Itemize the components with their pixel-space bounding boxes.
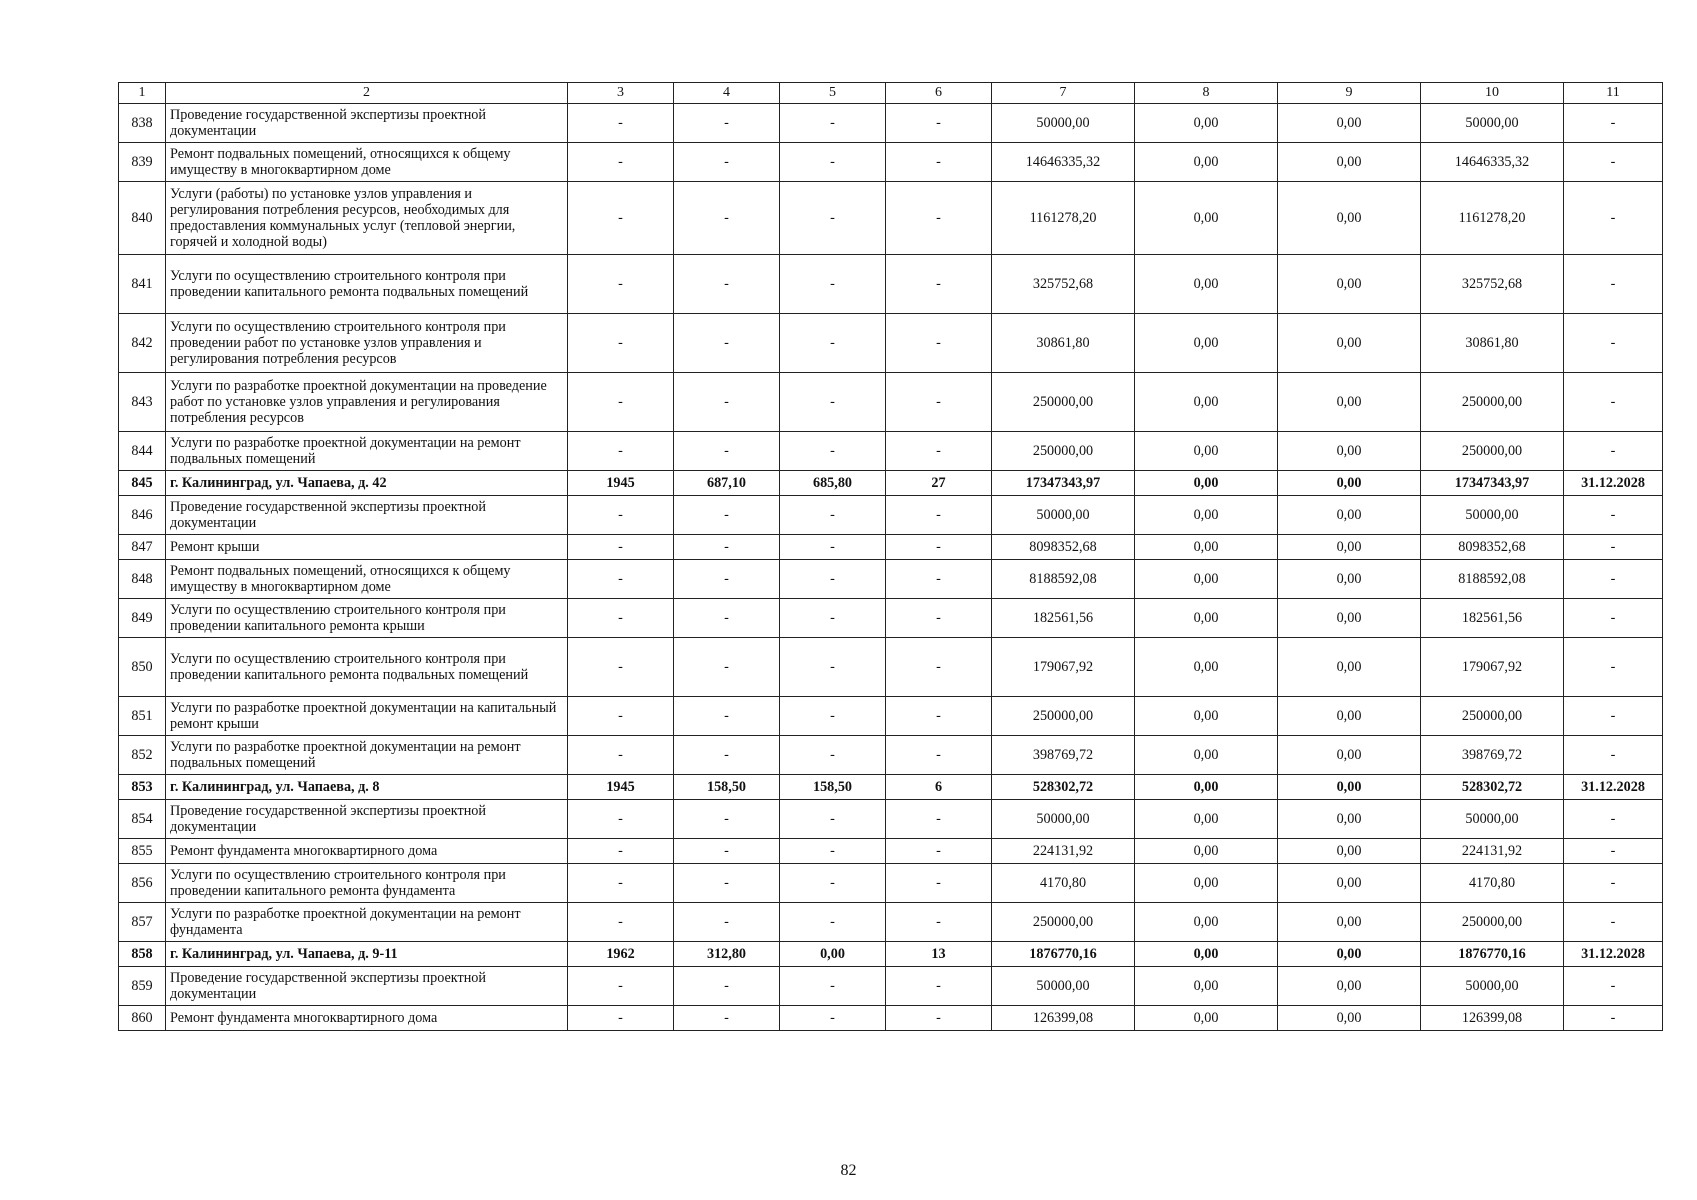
fund-cost-cell: 1876770,16 <box>1421 942 1564 967</box>
total-cost-cell: 50000,00 <box>992 800 1135 839</box>
deadline-cell: - <box>1564 314 1663 373</box>
living-area-cell: 158,50 <box>780 775 886 800</box>
total-cost-cell: 250000,00 <box>992 697 1135 736</box>
living-area-cell: - <box>780 373 886 432</box>
address-row <box>119 942 1663 967</box>
total-area-cell: - <box>674 432 780 471</box>
cost-col8-cell: 0,00 <box>1135 800 1278 839</box>
document-page <box>118 82 1662 1031</box>
deadline-cell: - <box>1564 1006 1663 1031</box>
column-header: 11 <box>1564 83 1663 104</box>
row-number-cell: 844 <box>119 432 166 471</box>
row-number-cell: 839 <box>119 143 166 182</box>
total-area-cell: - <box>674 255 780 314</box>
total-cost-cell: 250000,00 <box>992 432 1135 471</box>
row-number-cell: 856 <box>119 864 166 903</box>
fund-cost-cell: 126399,08 <box>1421 1006 1564 1031</box>
fund-cost-cell: 8098352,68 <box>1421 535 1564 560</box>
total-area-cell: - <box>674 104 780 143</box>
work-name-cell: Проведение государственной экспертизы проектной документации <box>166 104 568 143</box>
work-name-cell: Услуги по осуществлению строительного контроля при проведении работ по установке узлов управления и регулирования потребления ресурсов <box>166 314 568 373</box>
row-number-cell: 846 <box>119 496 166 535</box>
repair-program-table <box>118 82 1663 1031</box>
work-name-cell: Услуги по разработке проектной документации на капитальный ремонт крыши <box>166 697 568 736</box>
living-area-cell: - <box>780 697 886 736</box>
living-area-cell: - <box>780 736 886 775</box>
deadline-cell: - <box>1564 535 1663 560</box>
work-name-cell: Ремонт фундамента многоквартирного дома <box>166 1006 568 1031</box>
work-name-cell: г. Калининград, ул. Чапаева, д. 8 <box>166 775 568 800</box>
cost-col9-cell: 0,00 <box>1278 143 1421 182</box>
cost-col8-cell: 0,00 <box>1135 638 1278 697</box>
deadline-cell: - <box>1564 736 1663 775</box>
cost-col8-cell: 0,00 <box>1135 535 1278 560</box>
deadline-cell: - <box>1564 864 1663 903</box>
year-cell: - <box>568 839 674 864</box>
total-cost-cell: 8188592,08 <box>992 560 1135 599</box>
row-number-cell: 847 <box>119 535 166 560</box>
column-number-row <box>119 83 1663 104</box>
year-cell: - <box>568 496 674 535</box>
cost-col8-cell: 0,00 <box>1135 143 1278 182</box>
deadline-cell: - <box>1564 903 1663 942</box>
year-cell: - <box>568 314 674 373</box>
living-area-cell: 0,00 <box>780 942 886 967</box>
cost-col9-cell: 0,00 <box>1278 942 1421 967</box>
total-area-cell: - <box>674 143 780 182</box>
residents-cell: - <box>886 903 992 942</box>
residents-cell: 6 <box>886 775 992 800</box>
residents-cell: - <box>886 496 992 535</box>
row-number-cell: 852 <box>119 736 166 775</box>
column-header: 5 <box>780 83 886 104</box>
table-row <box>119 314 1663 373</box>
cost-col9-cell: 0,00 <box>1278 432 1421 471</box>
total-cost-cell: 250000,00 <box>992 373 1135 432</box>
work-name-cell: Услуги по разработке проектной документации на ремонт подвальных помещений <box>166 736 568 775</box>
cost-col8-cell: 0,00 <box>1135 839 1278 864</box>
work-name-cell: Услуги по осуществлению строительного контроля при проведении капитального ремонта фундамента <box>166 864 568 903</box>
deadline-cell: - <box>1564 697 1663 736</box>
fund-cost-cell: 398769,72 <box>1421 736 1564 775</box>
total-area-cell: - <box>674 864 780 903</box>
cost-col9-cell: 0,00 <box>1278 697 1421 736</box>
total-area-cell: - <box>674 496 780 535</box>
residents-cell: - <box>886 599 992 638</box>
living-area-cell: - <box>780 496 886 535</box>
residents-cell: - <box>886 104 992 143</box>
column-header: 7 <box>992 83 1135 104</box>
table-row <box>119 736 1663 775</box>
work-name-cell: г. Калининград, ул. Чапаева, д. 42 <box>166 471 568 496</box>
deadline-cell: - <box>1564 839 1663 864</box>
total-area-cell: - <box>674 697 780 736</box>
cost-col9-cell: 0,00 <box>1278 104 1421 143</box>
table-row <box>119 432 1663 471</box>
total-area-cell: 158,50 <box>674 775 780 800</box>
living-area-cell: - <box>780 1006 886 1031</box>
row-number-cell: 850 <box>119 638 166 697</box>
deadline-cell: - <box>1564 967 1663 1006</box>
work-name-cell: Услуги (работы) по установке узлов управления и регулирования потребления ресурсов, необходимых для предоставления коммунальных услуг (тепловой энергии, горячей и холодной воды) <box>166 182 568 255</box>
living-area-cell: - <box>780 864 886 903</box>
table-row <box>119 182 1663 255</box>
living-area-cell: - <box>780 182 886 255</box>
column-header: 2 <box>166 83 568 104</box>
living-area-cell: - <box>780 255 886 314</box>
table-row <box>119 697 1663 736</box>
living-area-cell: - <box>780 432 886 471</box>
year-cell: - <box>568 373 674 432</box>
deadline-cell: 31.12.2028 <box>1564 942 1663 967</box>
residents-cell: - <box>886 314 992 373</box>
living-area-cell: - <box>780 535 886 560</box>
work-name-cell: Услуги по разработке проектной документации на проведение работ по установке узлов управления и регулирования потребления ресурсов <box>166 373 568 432</box>
total-cost-cell: 250000,00 <box>992 903 1135 942</box>
cost-col8-cell: 0,00 <box>1135 775 1278 800</box>
cost-col8-cell: 0,00 <box>1135 496 1278 535</box>
cost-col9-cell: 0,00 <box>1278 967 1421 1006</box>
deadline-cell: - <box>1564 800 1663 839</box>
deadline-cell: 31.12.2028 <box>1564 775 1663 800</box>
total-cost-cell: 1161278,20 <box>992 182 1135 255</box>
residents-cell: - <box>886 143 992 182</box>
fund-cost-cell: 250000,00 <box>1421 432 1564 471</box>
work-name-cell: Ремонт крыши <box>166 535 568 560</box>
residents-cell: - <box>886 560 992 599</box>
row-number-cell: 841 <box>119 255 166 314</box>
work-name-cell: Услуги по осуществлению строительного контроля при проведении капитального ремонта подвальных помещений <box>166 638 568 697</box>
cost-col9-cell: 0,00 <box>1278 839 1421 864</box>
living-area-cell: - <box>780 560 886 599</box>
cost-col9-cell: 0,00 <box>1278 373 1421 432</box>
table-row <box>119 1006 1663 1031</box>
total-cost-cell: 17347343,97 <box>992 471 1135 496</box>
cost-col8-cell: 0,00 <box>1135 1006 1278 1031</box>
row-number-cell: 857 <box>119 903 166 942</box>
cost-col8-cell: 0,00 <box>1135 942 1278 967</box>
total-cost-cell: 1876770,16 <box>992 942 1135 967</box>
column-header: 9 <box>1278 83 1421 104</box>
deadline-cell: - <box>1564 373 1663 432</box>
total-cost-cell: 398769,72 <box>992 736 1135 775</box>
year-cell: - <box>568 736 674 775</box>
row-number-cell: 858 <box>119 942 166 967</box>
total-cost-cell: 50000,00 <box>992 496 1135 535</box>
year-cell: 1945 <box>568 775 674 800</box>
total-area-cell: - <box>674 560 780 599</box>
total-area-cell: - <box>674 599 780 638</box>
fund-cost-cell: 325752,68 <box>1421 255 1564 314</box>
total-area-cell: - <box>674 903 780 942</box>
address-row <box>119 471 1663 496</box>
total-area-cell: - <box>674 967 780 1006</box>
total-area-cell: - <box>674 373 780 432</box>
cost-col8-cell: 0,00 <box>1135 255 1278 314</box>
cost-col8-cell: 0,00 <box>1135 903 1278 942</box>
cost-col8-cell: 0,00 <box>1135 599 1278 638</box>
deadline-cell: - <box>1564 560 1663 599</box>
year-cell: - <box>568 864 674 903</box>
total-area-cell: - <box>674 535 780 560</box>
cost-col8-cell: 0,00 <box>1135 560 1278 599</box>
row-number-cell: 848 <box>119 560 166 599</box>
row-number-cell: 851 <box>119 697 166 736</box>
work-name-cell: Услуги по разработке проектной документации на ремонт фундамента <box>166 903 568 942</box>
table-row <box>119 104 1663 143</box>
total-cost-cell: 30861,80 <box>992 314 1135 373</box>
cost-col9-cell: 0,00 <box>1278 255 1421 314</box>
deadline-cell: - <box>1564 255 1663 314</box>
living-area-cell: - <box>780 839 886 864</box>
column-header: 8 <box>1135 83 1278 104</box>
residents-cell: - <box>886 1006 992 1031</box>
fund-cost-cell: 30861,80 <box>1421 314 1564 373</box>
row-number-cell: 840 <box>119 182 166 255</box>
work-name-cell: Услуги по разработке проектной документации на ремонт подвальных помещений <box>166 432 568 471</box>
cost-col8-cell: 0,00 <box>1135 314 1278 373</box>
table-row <box>119 864 1663 903</box>
year-cell: - <box>568 255 674 314</box>
year-cell: 1962 <box>568 942 674 967</box>
work-name-cell: Ремонт подвальных помещений, относящихся к общему имуществу в многоквартирном доме <box>166 143 568 182</box>
residents-cell: - <box>886 432 992 471</box>
living-area-cell: 685,80 <box>780 471 886 496</box>
table-row <box>119 496 1663 535</box>
total-cost-cell: 182561,56 <box>992 599 1135 638</box>
fund-cost-cell: 8188592,08 <box>1421 560 1564 599</box>
residents-cell: - <box>886 373 992 432</box>
table-row <box>119 535 1663 560</box>
table-row <box>119 599 1663 638</box>
total-cost-cell: 50000,00 <box>992 104 1135 143</box>
total-area-cell: - <box>674 839 780 864</box>
fund-cost-cell: 250000,00 <box>1421 903 1564 942</box>
row-number-cell: 860 <box>119 1006 166 1031</box>
living-area-cell: - <box>780 599 886 638</box>
cost-col9-cell: 0,00 <box>1278 800 1421 839</box>
cost-col8-cell: 0,00 <box>1135 373 1278 432</box>
total-cost-cell: 325752,68 <box>992 255 1135 314</box>
page-number: 82 <box>840 1162 857 1179</box>
deadline-cell: - <box>1564 599 1663 638</box>
cost-col9-cell: 0,00 <box>1278 471 1421 496</box>
row-number-cell: 853 <box>119 775 166 800</box>
column-header: 4 <box>674 83 780 104</box>
cost-col8-cell: 0,00 <box>1135 736 1278 775</box>
cost-col9-cell: 0,00 <box>1278 535 1421 560</box>
living-area-cell: - <box>780 104 886 143</box>
cost-col9-cell: 0,00 <box>1278 182 1421 255</box>
column-header: 1 <box>119 83 166 104</box>
total-area-cell: 312,80 <box>674 942 780 967</box>
residents-cell: - <box>886 736 992 775</box>
work-name-cell: Проведение государственной экспертизы проектной документации <box>166 496 568 535</box>
year-cell: - <box>568 903 674 942</box>
cost-col8-cell: 0,00 <box>1135 432 1278 471</box>
living-area-cell: - <box>780 903 886 942</box>
total-area-cell: - <box>674 736 780 775</box>
column-header: 3 <box>568 83 674 104</box>
row-number-cell: 859 <box>119 967 166 1006</box>
cost-col9-cell: 0,00 <box>1278 1006 1421 1031</box>
work-name-cell: Услуги по осуществлению строительного контроля при проведении капитального ремонта подвальных помещений <box>166 255 568 314</box>
living-area-cell: - <box>780 314 886 373</box>
table-row <box>119 560 1663 599</box>
fund-cost-cell: 250000,00 <box>1421 697 1564 736</box>
residents-cell: - <box>886 255 992 314</box>
residents-cell: 13 <box>886 942 992 967</box>
table-row <box>119 967 1663 1006</box>
cost-col9-cell: 0,00 <box>1278 496 1421 535</box>
residents-cell: - <box>886 182 992 255</box>
cost-col9-cell: 0,00 <box>1278 599 1421 638</box>
cost-col9-cell: 0,00 <box>1278 903 1421 942</box>
year-cell: - <box>568 143 674 182</box>
residents-cell: - <box>886 697 992 736</box>
living-area-cell: - <box>780 967 886 1006</box>
fund-cost-cell: 50000,00 <box>1421 104 1564 143</box>
fund-cost-cell: 50000,00 <box>1421 800 1564 839</box>
deadline-cell: - <box>1564 104 1663 143</box>
fund-cost-cell: 528302,72 <box>1421 775 1564 800</box>
year-cell: 1945 <box>568 471 674 496</box>
fund-cost-cell: 14646335,32 <box>1421 143 1564 182</box>
year-cell: - <box>568 432 674 471</box>
total-cost-cell: 14646335,32 <box>992 143 1135 182</box>
total-cost-cell: 179067,92 <box>992 638 1135 697</box>
column-header: 10 <box>1421 83 1564 104</box>
year-cell: - <box>568 1006 674 1031</box>
table-row <box>119 143 1663 182</box>
residents-cell: - <box>886 800 992 839</box>
row-number-cell: 843 <box>119 373 166 432</box>
year-cell: - <box>568 599 674 638</box>
year-cell: - <box>568 560 674 599</box>
table-row <box>119 373 1663 432</box>
fund-cost-cell: 224131,92 <box>1421 839 1564 864</box>
year-cell: - <box>568 638 674 697</box>
fund-cost-cell: 1161278,20 <box>1421 182 1564 255</box>
row-number-cell: 842 <box>119 314 166 373</box>
table-row <box>119 638 1663 697</box>
living-area-cell: - <box>780 800 886 839</box>
year-cell: - <box>568 697 674 736</box>
residents-cell: - <box>886 864 992 903</box>
table-row <box>119 839 1663 864</box>
fund-cost-cell: 4170,80 <box>1421 864 1564 903</box>
residents-cell: - <box>886 967 992 1006</box>
total-area-cell: - <box>674 638 780 697</box>
cost-col8-cell: 0,00 <box>1135 864 1278 903</box>
deadline-cell: - <box>1564 182 1663 255</box>
deadline-cell: - <box>1564 432 1663 471</box>
fund-cost-cell: 182561,56 <box>1421 599 1564 638</box>
year-cell: - <box>568 182 674 255</box>
cost-col8-cell: 0,00 <box>1135 967 1278 1006</box>
cost-col9-cell: 0,00 <box>1278 314 1421 373</box>
living-area-cell: - <box>780 143 886 182</box>
row-number-cell: 854 <box>119 800 166 839</box>
total-cost-cell: 126399,08 <box>992 1006 1135 1031</box>
cost-col9-cell: 0,00 <box>1278 864 1421 903</box>
deadline-cell: - <box>1564 143 1663 182</box>
work-name-cell: Ремонт подвальных помещений, относящихся к общему имуществу в многоквартирном доме <box>166 560 568 599</box>
living-area-cell: - <box>780 638 886 697</box>
total-area-cell: - <box>674 1006 780 1031</box>
cost-col9-cell: 0,00 <box>1278 638 1421 697</box>
cost-col8-cell: 0,00 <box>1135 182 1278 255</box>
year-cell: - <box>568 967 674 1006</box>
year-cell: - <box>568 535 674 560</box>
year-cell: - <box>568 104 674 143</box>
address-row <box>119 775 1663 800</box>
row-number-cell: 838 <box>119 104 166 143</box>
table-body <box>119 83 1663 1031</box>
work-name-cell: Ремонт фундамента многоквартирного дома <box>166 839 568 864</box>
deadline-cell: - <box>1564 496 1663 535</box>
year-cell: - <box>568 800 674 839</box>
residents-cell: 27 <box>886 471 992 496</box>
cost-col8-cell: 0,00 <box>1135 471 1278 496</box>
row-number-cell: 845 <box>119 471 166 496</box>
cost-col9-cell: 0,00 <box>1278 560 1421 599</box>
total-cost-cell: 528302,72 <box>992 775 1135 800</box>
fund-cost-cell: 250000,00 <box>1421 373 1564 432</box>
work-name-cell: Услуги по осуществлению строительного контроля при проведении капитального ремонта крыши <box>166 599 568 638</box>
total-cost-cell: 4170,80 <box>992 864 1135 903</box>
row-number-cell: 849 <box>119 599 166 638</box>
fund-cost-cell: 50000,00 <box>1421 496 1564 535</box>
table-row <box>119 255 1663 314</box>
cost-col8-cell: 0,00 <box>1135 104 1278 143</box>
deadline-cell: 31.12.2028 <box>1564 471 1663 496</box>
table-row <box>119 800 1663 839</box>
table-row <box>119 903 1663 942</box>
residents-cell: - <box>886 638 992 697</box>
cost-col8-cell: 0,00 <box>1135 697 1278 736</box>
deadline-cell: - <box>1564 638 1663 697</box>
residents-cell: - <box>886 535 992 560</box>
fund-cost-cell: 50000,00 <box>1421 967 1564 1006</box>
total-cost-cell: 8098352,68 <box>992 535 1135 560</box>
column-header: 6 <box>886 83 992 104</box>
work-name-cell: г. Калининград, ул. Чапаева, д. 9-11 <box>166 942 568 967</box>
total-cost-cell: 50000,00 <box>992 967 1135 1006</box>
cost-col9-cell: 0,00 <box>1278 736 1421 775</box>
total-area-cell: - <box>674 182 780 255</box>
row-number-cell: 855 <box>119 839 166 864</box>
total-area-cell: - <box>674 800 780 839</box>
fund-cost-cell: 17347343,97 <box>1421 471 1564 496</box>
work-name-cell: Проведение государственной экспертизы проектной документации <box>166 967 568 1006</box>
fund-cost-cell: 179067,92 <box>1421 638 1564 697</box>
residents-cell: - <box>886 839 992 864</box>
total-cost-cell: 224131,92 <box>992 839 1135 864</box>
cost-col9-cell: 0,00 <box>1278 775 1421 800</box>
total-area-cell: 687,10 <box>674 471 780 496</box>
total-area-cell: - <box>674 314 780 373</box>
work-name-cell: Проведение государственной экспертизы проектной документации <box>166 800 568 839</box>
